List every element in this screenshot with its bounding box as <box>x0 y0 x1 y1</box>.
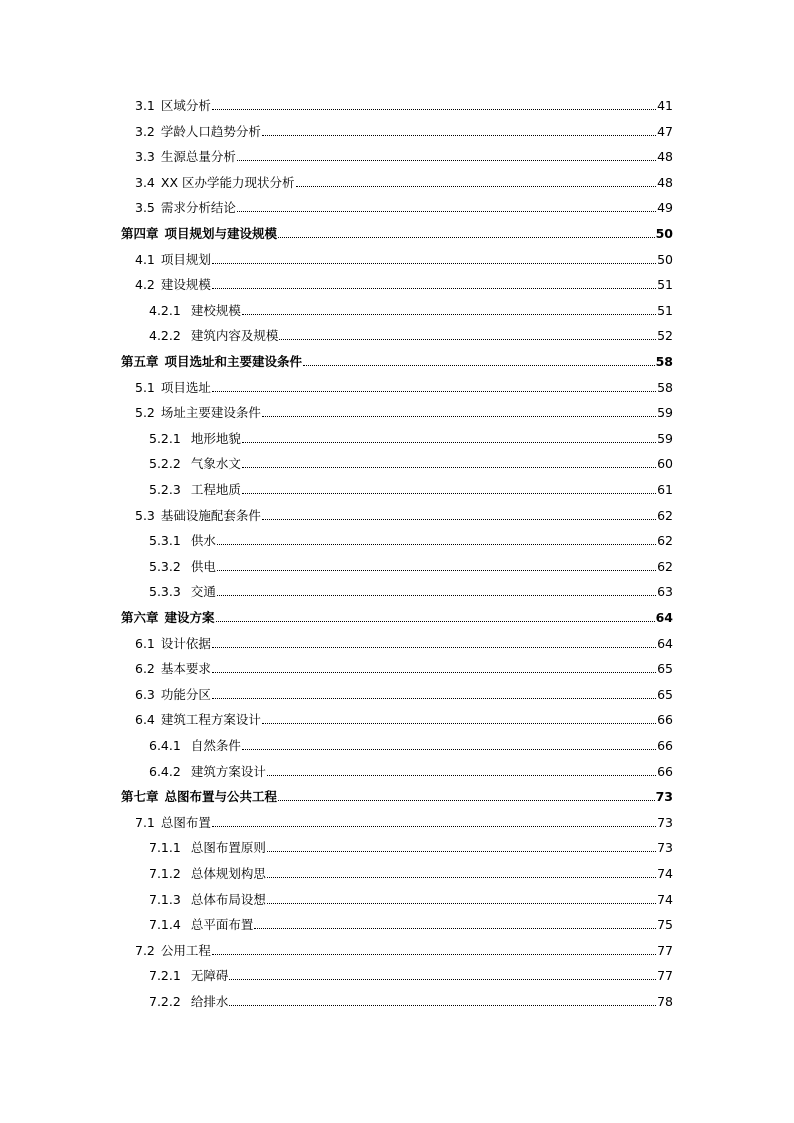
toc-entry-heading <box>149 328 279 344</box>
toc-entry-number: 4.1 <box>135 251 155 267</box>
toc-entry-title: 交通 <box>190 584 216 600</box>
toc-dot-leader <box>242 442 656 443</box>
toc-entry-title: XX 区办学能力现状分析 <box>160 174 295 190</box>
toc-dot-leader <box>237 211 656 212</box>
toc-entry-heading <box>135 405 262 421</box>
toc-entry-number: 7.1.2 <box>149 866 181 881</box>
toc-entry-heading <box>149 431 242 447</box>
toc-entry-number: 第五章 <box>121 354 159 369</box>
toc-section-entry[interactable] <box>135 937 673 959</box>
toc-page-number: 58 <box>657 379 673 395</box>
toc-entry-title: 总图布置 <box>160 814 211 830</box>
toc-dot-leader <box>242 493 656 494</box>
toc-page-number: 58 <box>655 354 673 369</box>
toc-entry-heading <box>121 610 216 626</box>
toc-page-number: 64 <box>655 610 673 625</box>
toc-entry-number: 7.2 <box>135 942 155 958</box>
toc-dot-leader <box>212 826 656 827</box>
toc-entry-number: 5.3 <box>135 507 155 523</box>
toc-dot-leader <box>216 621 655 622</box>
toc-entry-number: 第六章 <box>121 610 159 625</box>
toc-section-entry[interactable] <box>135 630 673 652</box>
toc-entry-title: 生源总量分析 <box>160 149 236 165</box>
toc-dot-leader <box>254 928 656 929</box>
toc-page-number: 74 <box>657 866 673 881</box>
toc-entry-number: 6.3 <box>135 686 155 702</box>
toc-section-entry[interactable] <box>149 988 673 1010</box>
toc-entry-number: 7.1.3 <box>149 891 181 907</box>
toc-section-entry[interactable] <box>135 118 673 140</box>
toc-section-entry[interactable] <box>149 732 673 754</box>
toc-page-number: 78 <box>657 994 673 1009</box>
toc-entry-title: 总平面布置 <box>190 917 254 933</box>
toc-dot-leader <box>262 135 656 136</box>
toc-entry-title: 总图布置原则 <box>190 840 266 856</box>
toc-section-entry[interactable] <box>149 886 673 908</box>
toc-entry-heading <box>149 866 267 882</box>
toc-section-entry[interactable] <box>135 681 673 703</box>
toc-entry-title: 区域分析 <box>160 98 211 113</box>
toc-entry-heading <box>149 968 229 984</box>
toc-entry-heading <box>121 789 278 805</box>
toc-page-number: 48 <box>657 174 673 190</box>
toc-dot-leader <box>267 877 656 878</box>
toc-section-entry[interactable] <box>149 322 673 344</box>
toc-entry-heading <box>135 687 212 703</box>
toc-dot-leader <box>212 698 656 699</box>
toc-chapter-entry[interactable] <box>121 348 673 370</box>
toc-entry-heading <box>135 124 262 140</box>
toc-section-entry[interactable] <box>135 92 673 114</box>
toc-entry-title: 项目选址 <box>160 379 211 395</box>
toc-section-entry[interactable] <box>135 271 673 293</box>
toc-entry-title: 无障碍 <box>190 968 229 984</box>
toc-dot-leader <box>217 544 656 545</box>
toc-page-number: 59 <box>657 405 673 421</box>
toc-dot-leader <box>267 775 656 776</box>
toc-entry-title: 公用工程 <box>160 942 211 958</box>
toc-entry-title: 项目选址和主要建设条件 <box>164 354 303 369</box>
toc-section-entry[interactable] <box>149 578 673 600</box>
toc-entry-heading <box>135 661 212 677</box>
toc-dot-leader <box>303 365 655 366</box>
toc-entry-number: 6.4 <box>135 712 155 728</box>
toc-page-number: 47 <box>657 123 673 139</box>
toc-page-number: 52 <box>657 328 673 344</box>
toc-section-entry[interactable] <box>135 399 673 421</box>
toc-entry-number: 3.3 <box>135 149 155 165</box>
toc-entry-heading <box>135 175 296 191</box>
toc-dot-leader <box>212 288 656 289</box>
toc-entry-title: 总体布局设想 <box>190 891 266 907</box>
toc-entry-title: 项目规划 <box>160 251 211 267</box>
toc-entry-number: 5.2 <box>135 405 155 421</box>
toc-dot-leader <box>278 237 655 238</box>
toc-entry-heading <box>149 303 242 319</box>
toc-entry-title: 建校规模 <box>190 302 241 318</box>
toc-page-number: 77 <box>657 968 673 984</box>
toc-entry-title: 总图布置与公共工程 <box>164 789 278 805</box>
toc-section-entry[interactable] <box>149 758 673 780</box>
toc-entry-heading <box>149 840 267 856</box>
toc-section-entry[interactable] <box>149 527 673 549</box>
toc-dot-leader <box>267 851 656 852</box>
toc-page-number: 48 <box>657 149 673 165</box>
toc-entry-title: 需求分析结论 <box>160 200 236 216</box>
toc-section-entry[interactable] <box>149 425 673 447</box>
toc-dot-leader <box>237 160 656 161</box>
toc-entry-heading <box>121 226 278 242</box>
toc-entry-number: 6.4.1 <box>149 738 181 753</box>
toc-entry-number: 7.1.4 <box>149 917 181 933</box>
toc-entry-title: 建筑内容及规模 <box>190 328 279 344</box>
toc-entry-heading <box>135 200 237 216</box>
toc-section-entry[interactable] <box>149 450 673 472</box>
toc-entry-heading <box>149 533 217 549</box>
toc-entry-heading <box>135 712 262 728</box>
toc-page-number: 73 <box>657 814 673 830</box>
toc-dot-leader <box>262 416 656 417</box>
toc-entry-title: 场址主要建设条件 <box>160 405 261 421</box>
toc-dot-leader <box>296 186 657 187</box>
toc-dot-leader <box>278 800 655 801</box>
toc-dot-leader <box>212 391 656 392</box>
toc-dot-leader <box>229 1005 656 1006</box>
toc-entry-heading <box>135 98 212 114</box>
toc-entry-heading <box>135 252 212 268</box>
toc-page-number: 66 <box>657 712 673 728</box>
toc-entry-number: 4.2.1 <box>149 302 181 318</box>
toc-section-entry[interactable] <box>135 706 673 728</box>
toc-dot-leader <box>242 467 656 468</box>
toc-page-number: 51 <box>657 277 673 293</box>
toc-dot-leader <box>262 519 656 520</box>
toc-dot-leader <box>212 109 656 110</box>
toc-entry-title: 给排水 <box>190 994 229 1009</box>
toc-section-entry[interactable] <box>135 809 673 831</box>
toc-entry-number: 6.2 <box>135 661 155 677</box>
toc-entry-heading <box>149 584 217 600</box>
toc-page-number: 75 <box>657 917 673 933</box>
toc-entry-heading <box>135 943 212 959</box>
toc-section-entry[interactable] <box>149 834 673 856</box>
toc-chapter-entry[interactable] <box>121 220 673 242</box>
toc-entry-number: 5.3.1 <box>149 533 181 549</box>
toc-entry-heading <box>135 277 212 293</box>
toc-section-entry[interactable] <box>135 194 673 216</box>
toc-dot-leader <box>279 339 656 340</box>
toc-page-number: 62 <box>657 558 673 574</box>
toc-entry-number: 3.4 <box>135 174 155 190</box>
toc-section-entry[interactable] <box>135 655 673 677</box>
toc-entry-number: 第七章 <box>121 789 159 805</box>
toc-entry-number: 第四章 <box>121 226 159 241</box>
toc-page-number: 66 <box>657 763 673 779</box>
toc-entry-number: 7.1.1 <box>149 840 181 856</box>
toc-entry-title: 供电 <box>190 558 216 574</box>
toc-entry-heading <box>135 815 212 831</box>
toc-dot-leader <box>217 570 656 571</box>
toc-entry-number: 5.2.1 <box>149 430 181 446</box>
toc-section-entry[interactable] <box>135 143 673 165</box>
toc-entry-number: 6.1 <box>135 635 155 651</box>
toc-page-number: 50 <box>655 226 673 241</box>
toc-entry-title: 气象水文 <box>190 456 241 472</box>
toc-section-entry[interactable] <box>135 246 673 268</box>
toc-section-entry[interactable] <box>135 169 673 191</box>
toc-page-number: 77 <box>657 942 673 958</box>
toc-entry-title: 工程地质 <box>190 482 241 497</box>
toc-entry-heading <box>135 636 212 652</box>
toc-dot-leader <box>242 314 656 315</box>
toc-dot-leader <box>242 749 656 750</box>
toc-section-entry[interactable] <box>149 476 673 498</box>
toc-entry-title: 地形地貌 <box>190 430 241 446</box>
toc-entry-heading <box>149 456 242 472</box>
toc-dot-leader <box>217 595 656 596</box>
toc-chapter-entry[interactable] <box>121 604 673 626</box>
toc-entry-heading <box>121 354 303 370</box>
toc-entry-number: 3.5 <box>135 200 155 216</box>
toc-section-entry[interactable] <box>149 297 673 319</box>
toc-chapter-entry[interactable] <box>121 783 673 805</box>
toc-entry-title: 建筑方案设计 <box>190 763 266 779</box>
toc-entry-heading <box>135 149 237 165</box>
toc-page-number: 49 <box>657 200 673 216</box>
toc-entry-number: 7.2.1 <box>149 968 181 984</box>
toc-page-number: 62 <box>657 507 673 523</box>
toc-page-number: 73 <box>657 840 673 856</box>
toc-entry-number: 5.2.3 <box>149 482 181 497</box>
toc-entry-heading <box>135 380 212 396</box>
toc-entry-title: 建筑工程方案设计 <box>160 712 261 728</box>
toc-dot-leader <box>229 979 656 980</box>
toc-entry-heading <box>149 892 267 908</box>
toc-page-number: 65 <box>657 661 673 677</box>
toc-entry-number: 3.1 <box>135 98 155 113</box>
toc-section-entry[interactable] <box>149 962 673 984</box>
toc-dot-leader <box>212 954 656 955</box>
toc-entry-number: 5.3.3 <box>149 584 181 600</box>
toc-entry-number: 7.1 <box>135 814 155 830</box>
toc-entry-title: 项目规划与建设规模 <box>164 226 278 241</box>
toc-page-number: 66 <box>657 738 673 753</box>
toc-entry-heading <box>135 508 262 524</box>
toc-entry-heading <box>149 738 242 754</box>
toc-dot-leader <box>212 647 656 648</box>
toc-section-entry[interactable] <box>135 502 673 524</box>
toc-page-number: 74 <box>657 891 673 907</box>
toc-entry-number: 4.2.2 <box>149 328 181 344</box>
toc-page-number: 63 <box>657 584 673 600</box>
toc-entry-title: 学龄人口趋势分析 <box>160 123 261 139</box>
toc-section-entry[interactable] <box>149 860 673 882</box>
toc-page-number: 64 <box>657 635 673 651</box>
toc-entry-number: 3.2 <box>135 123 155 139</box>
toc-page-number: 62 <box>657 533 673 549</box>
toc-entry-title: 基本要求 <box>160 661 211 677</box>
toc-entry-title: 设计依据 <box>160 635 211 651</box>
toc-entry-heading <box>149 559 217 575</box>
toc-page-number: 61 <box>657 482 673 497</box>
toc-entry-title: 自然条件 <box>190 738 241 753</box>
toc-entry-title: 基础设施配套条件 <box>160 507 261 523</box>
toc-dot-leader <box>212 263 656 264</box>
toc-entry-title: 功能分区 <box>160 686 211 702</box>
toc-entry-heading <box>149 764 267 780</box>
toc-page-number: 50 <box>657 251 673 267</box>
toc-entry-number: 4.2 <box>135 277 155 293</box>
toc-dot-leader <box>262 723 656 724</box>
toc-entry-heading <box>149 994 229 1010</box>
toc-section-entry[interactable] <box>149 553 673 575</box>
toc-entry-heading <box>149 482 242 498</box>
toc-entry-title: 建设规模 <box>160 277 211 293</box>
toc-page-number: 41 <box>657 98 673 113</box>
toc-page-number: 60 <box>657 456 673 472</box>
toc-page-number: 59 <box>657 430 673 446</box>
toc-page-number: 73 <box>655 789 673 805</box>
toc-section-entry[interactable] <box>135 374 673 396</box>
toc-entry-title: 供水 <box>190 533 216 549</box>
toc-entry-number: 6.4.2 <box>149 763 181 779</box>
toc-dot-leader <box>267 903 656 904</box>
toc-entry-number: 5.3.2 <box>149 558 181 574</box>
toc-page-number: 65 <box>657 686 673 702</box>
toc-entry-heading <box>149 917 254 933</box>
toc-page-number: 51 <box>657 302 673 318</box>
toc-entry-number: 5.2.2 <box>149 456 181 472</box>
toc-entry-title: 建设方案 <box>164 610 215 625</box>
toc-section-entry[interactable] <box>149 911 673 933</box>
toc-dot-leader <box>212 672 656 673</box>
toc-entry-number: 5.1 <box>135 379 155 395</box>
toc-entry-number: 7.2.2 <box>149 994 181 1009</box>
toc-entry-title: 总体规划构思 <box>190 866 266 881</box>
